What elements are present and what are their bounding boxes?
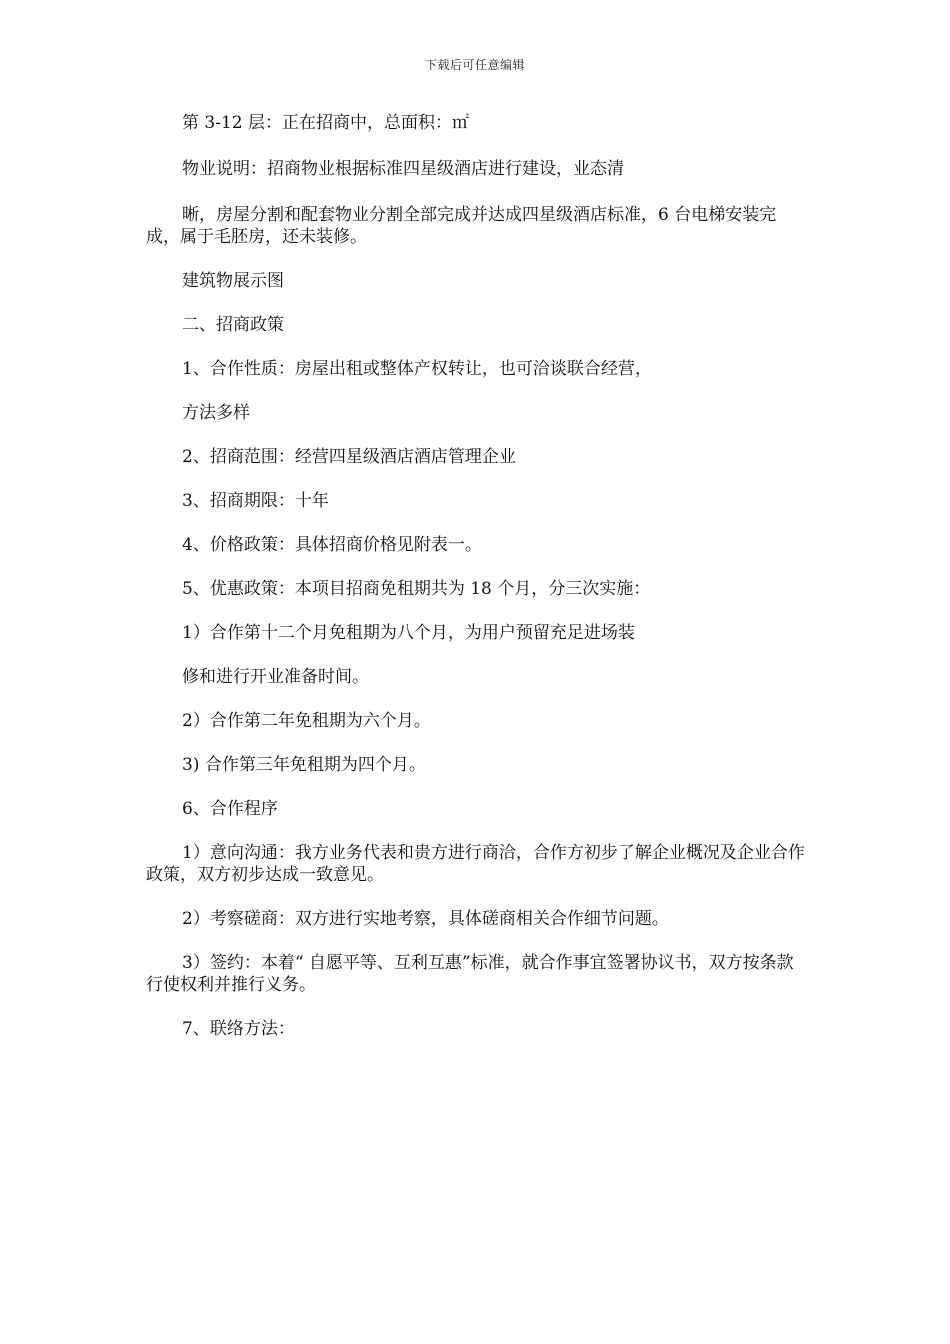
paragraph-signing: 3）签约：本着“ 自愿平等、互利互惠”标准，就合作事宜签署协议书，双方按条款行使权利并推行义务。 (146, 953, 794, 995)
paragraph-property-desc-cont: 晰，房屋分割和配套物业分割全部完成并达成四星级酒店标准，6 台电梯安装完成，属于毛胚房，还未装修。 (146, 205, 777, 247)
paragraph-floor-area: 第 3-12 层：正在招商中，总面积：㎡ (182, 113, 469, 133)
paragraph-first-year-free-cont: 修和进行开业准备时间。 (182, 667, 369, 687)
paragraph-building-display: 建筑物展示图 (182, 271, 284, 291)
page-header: 下载后可任意编辑 (424, 58, 525, 72)
paragraph-intent-communication: 1）意向沟通：我方业务代表和贵方进行商洽，合作方初步了解企业概况及企业合作政策，双方初步达成一致意见。 (146, 843, 805, 885)
paragraph-cooperation-nature: 1、合作性质：房屋出租或整体产权转让，也可洽谈联合经营， (182, 359, 652, 379)
paragraph-term: 3、招商期限：十年 (182, 491, 329, 511)
paragraph-methods: 方法多样 (182, 403, 250, 423)
paragraph-procedure: 6、合作程序 (182, 799, 278, 819)
document-body (146, 112, 810, 1040)
section-heading-policy: 二、招商政策 (182, 315, 284, 335)
paragraph-inspection: 2）考察磋商：双方进行实地考察，具体磋商相关合作细节问题。 (182, 909, 669, 929)
paragraph-first-year-free: 1）合作第十二个月免租期为八个月，为用户预留充足进场装 (182, 623, 635, 643)
paragraph-contact: 7、联络方法： (182, 1019, 295, 1039)
paragraph-property-desc-start: 物业说明：招商物业根据标准四星级酒店进行建设，业态清 (182, 159, 624, 179)
paragraph-second-year-free: 2）合作第二年免租期为六个月。 (182, 711, 431, 731)
paragraph-price-policy: 4、价格政策：具体招商价格见附表一。 (182, 535, 482, 555)
paragraph-third-year-free: 3) 合作第三年免租期为四个月。 (182, 755, 426, 775)
paragraph-scope: 2、招商范围：经营四星级酒店酒店管理企业 (182, 447, 516, 467)
paragraph-preferential-policy: 5、优惠政策：本项目招商免租期共为 18 个月，分三次实施： (182, 579, 651, 599)
